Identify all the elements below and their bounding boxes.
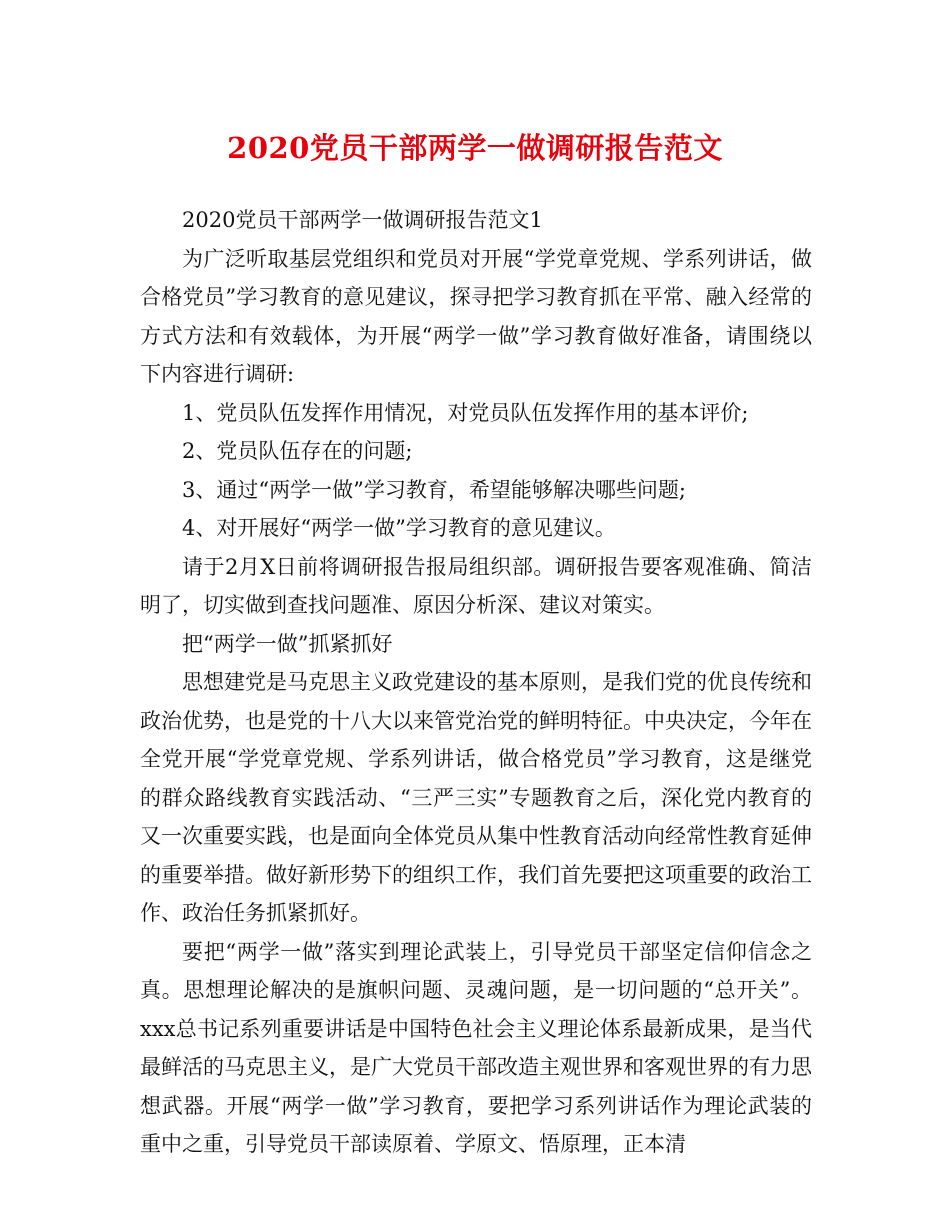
list-item-3: 3、通过“两学一做”学习教育，希望能够解决哪些问题; <box>182 477 686 502</box>
paragraph-deadline: 请于2月X日前将调研报告报局组织部。调研报告要客观准确、简洁明了，切实做到查找问题准、原因分析深、建议对策实。 <box>140 554 812 617</box>
paragraph-intro: 为广泛听取基层党组织和党员对开展“学党章党规、学系列讲话，做合格党员”学习教育的意见建议，探寻把学习教育抓在平常、融入经常的方式方法和有效载体，为开展“两学一做”学习教育做好准备，请围绕以下内容进行调研: <box>140 246 812 386</box>
list-item-2: 2、党员队伍存在的问题; <box>182 439 413 463</box>
paragraph-subtitle: 2020党员干部两学一做调研报告范文1 <box>182 208 543 232</box>
paragraph-body-2: 要把“两学一做”落实到理论武装上，引导党员干部坚定信仰信念之真。思想理论解决的是旗帜问题、灵魂问题，是一切问题的“总开关”。xxx总书记系列重要讲话是中国特色社会主义理论体系最新成果，是当代最鲜活的马克思主义，是广大党员干部改造主观世界和客观世界的有力思想武器。开展“两学一做”学习教育，要把学习系列讲话作为理论武装的重中之重，引导党员干部读原着、学原文、悟原理，正本清 <box>140 939 812 1156</box>
list-item-4: 4、对开展好“两学一做”学习教育的意见建议。 <box>182 516 616 540</box>
list-item-1: 1、党员队伍发挥作用情况，对党员队伍发挥作用的基本评价; <box>182 400 749 425</box>
paragraph-body-1: 思想建党是马克思主义政党建设的基本原则，是我们党的优良传统和政治优势，也是党的十八大以来管党治党的鲜明特征。中央决定，今年在全党开展“学党章党规、学系列讲话，做合格党员”学习教育，这是继党的群众路线教育实践活动、“三严三实”专题教育之后，深化党内教育的又一次重要实践，也是面向全体党员从集中性教育活动向经常性教育延伸的重要举措。做好新形势下的组织工作，我们首先要把这项重要的政治工作、政治任务抓紧抓好。 <box>140 670 812 925</box>
document-body <box>140 201 812 1164</box>
section-heading: 把“两学一做”抓紧抓好 <box>182 631 393 656</box>
document-title: 2020党员干部两学一做调研报告范文 <box>227 131 723 165</box>
